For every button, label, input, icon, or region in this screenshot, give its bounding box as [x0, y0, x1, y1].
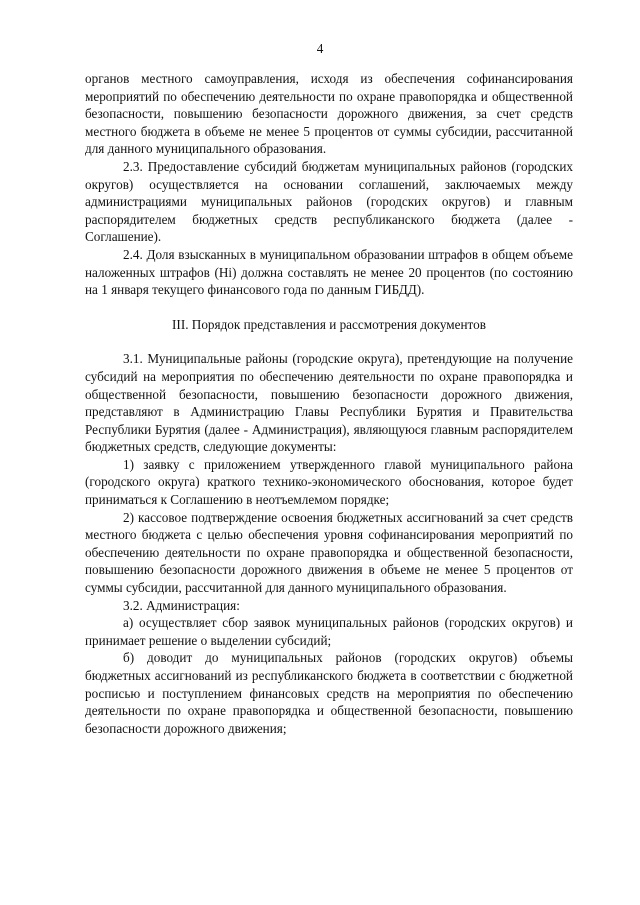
paragraph-2-3: 2.3. Предоставление субсидий бюджетам муниципальных районов (городских округов) осуществляется на основании соглашений, заключаемых между администрациями муниципальных районов (городских округов) и главным распорядителем бюджетных средств республиканского бюджета (далее - Соглашение). — [85, 158, 573, 245]
paragraph-continuation: органов местного самоуправления, исходя из обеспечения софинансирования мероприятий по обеспечению деятельности по охране правопорядка и общественной безопасности, повышению безопасности дорожного движения, за счет средств местного бюджета в объеме не менее 5 процентов от суммы субсидии, рассчитанной для данного муниципального образования. — [85, 71, 573, 157]
page-number: 4 — [316, 41, 324, 56]
paragraph-2-4: 2.4. Доля взысканных в муниципальном образовании штрафов в общем объеме наложенных штрафов (Hi) должна составлять не менее 20 процентов (по состоянию на 1 января текущего финансового года по данным ГИБДД). — [85, 246, 573, 298]
list-item-1: 1) заявку с приложением утвержденного главой муниципального района (городского округа) краткого технико-экономического обоснования, которое будет приниматься к Соглашению в неотъемлемом порядке; — [85, 456, 573, 508]
list-item-2: 2) кассовое подтверждение освоения бюджетных ассигнований за счет средств местного бюджета с целью обеспечения уровня софинансирования мероприятий по обеспечению деятельности по охране правопорядка и общественной безопасности, повышению безопасности дорожного движения в объеме не менее 5 процентов от суммы субсидии, рассчитанной для данного муниципального образования. — [85, 509, 573, 596]
paragraph-3-1: 3.1. Муниципальные районы (городские округа), претендующие на получение субсидий на мероприятия по обеспечению деятельности по охране правопорядка и общественной безопасности, повышению безопасности дорожного движения, представляют в Администрацию Главы Республики Бурятия и Правительства Республики Бурятия (далее - Администрация), являющуюся главным распорядителем бюджетных средств, следующие документы: — [85, 351, 573, 455]
paragraph-3-2: 3.2. Администрация: — [123, 597, 240, 613]
section-heading: III. Порядок представления и рассмотрения документов — [172, 316, 486, 332]
list-item-a: а) осуществляет сбор заявок муниципальных районов (городских округов) и принимает решение о выделении субсидий; — [85, 615, 573, 648]
list-item-b: б) доводит до муниципальных районов (городских округов) объемы бюджетных ассигнований из республиканского бюджета в соответствии с бюджетной росписью и поступлением финансовых средств на мероприятия по обеспечению деятельности по охране правопорядка и общественной безопасности, повышению безопасности дорожного движения; — [85, 650, 573, 736]
document-body — [85, 70, 573, 737]
